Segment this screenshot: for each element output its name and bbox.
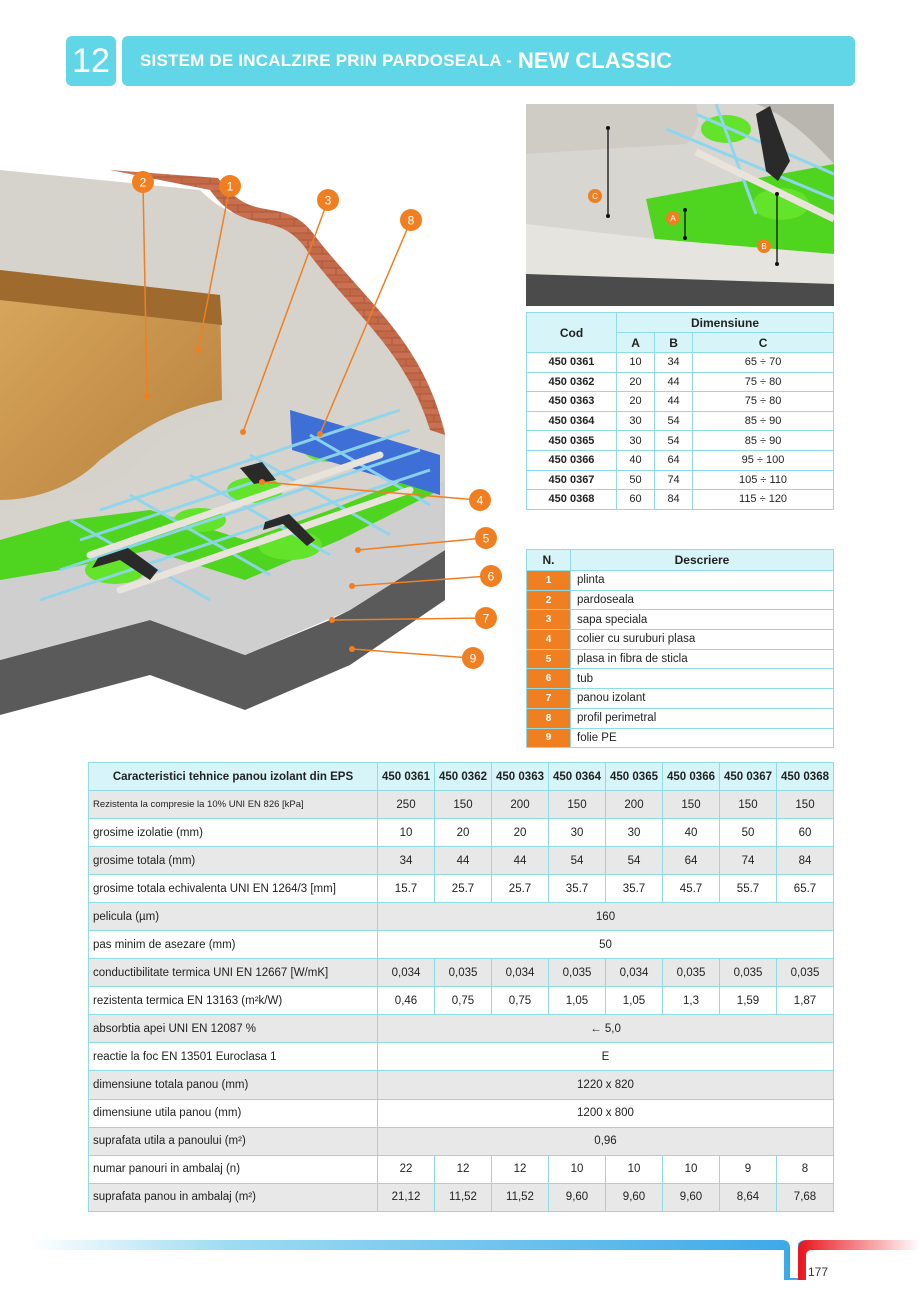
- table-row: 450 0365 30 54 85 ÷ 90: [527, 431, 834, 451]
- spec-row-absorbtia-apei: absorbtia apei UNI EN 12087 % ← 5,0: [89, 1015, 834, 1043]
- floor-heating-cutaway-illustration: [0, 100, 520, 730]
- spec-row-grosime-totala: grosime totala (mm) 34 44 44 54 54 64 74 84: [89, 847, 834, 875]
- col-header-n: N.: [527, 550, 571, 571]
- col-header-dimensiune: Dimensiune: [617, 313, 834, 333]
- spec-row-dimensiune-totala: dimensiune totala panou (mm) 1220 x 820: [89, 1071, 834, 1099]
- svg-text:5: 5: [482, 531, 490, 546]
- spec-row-rezistenta-termica: rezistenta termica EN 13163 (m²k/W) 0,46 0,75 0,75 1,05 1,05 1,3 1,59 1,87: [89, 987, 834, 1015]
- table-row: 450 0366 40 64 95 ÷ 100: [527, 450, 834, 470]
- svg-text:9: 9: [469, 651, 477, 666]
- col-header-c: C: [693, 333, 834, 353]
- callout-9: [462, 647, 484, 669]
- svg-text:B: B: [761, 242, 767, 251]
- legend-row: 4 colier cu suruburi plasa: [527, 630, 834, 650]
- svg-text:3: 3: [324, 193, 332, 208]
- legend-row: 3 sapa speciala: [527, 610, 834, 630]
- spec-row-dimensiune-utila: dimensiune utila panou (mm) 1200 x 800: [89, 1099, 834, 1127]
- detail-label-b: [757, 239, 771, 253]
- svg-text:2: 2: [139, 175, 147, 190]
- callout-4: [469, 489, 491, 511]
- dimension-table: [526, 312, 834, 510]
- legend-row: 9 folie PE: [527, 728, 834, 748]
- spec-row-compresie: Rezistenta la compresie la 10% UNI EN 826 [kPa] 250 150 200 150 200 150 150 150: [89, 791, 834, 819]
- col-header-code: 450 0363: [492, 763, 549, 791]
- table-row: 450 0362 20 44 75 ÷ 80: [527, 372, 834, 392]
- spec-table-title: Caracteristici tehnice panou izolant din EPS: [89, 763, 378, 791]
- svg-text:7: 7: [482, 611, 490, 626]
- spec-row-suprafata-utila: suprafata utila a panoului (m²) 0,96: [89, 1127, 834, 1155]
- spec-row-grosime-echivalenta: grosime totala echivalenta UNI EN 1264/3 [mm] 15.7 25.7 25.7 35.7 35.7 45.7 55.7 65.7: [89, 875, 834, 903]
- detail-label-a: [666, 211, 680, 225]
- spec-row-numar-panouri: numar panouri in ambalaj (n) 22 12 12 10 10 10 9 8: [89, 1155, 834, 1183]
- col-header-cod: Cod: [527, 313, 617, 353]
- page-title-highlight: NEW CLASSIC: [517, 48, 672, 73]
- callout-2: [132, 171, 154, 193]
- col-header-code: 450 0367: [720, 763, 777, 791]
- table-row: 450 0363 20 44 75 ÷ 80: [527, 392, 834, 412]
- spec-row-pas-minim: pas minim de asezare (mm) 50: [89, 931, 834, 959]
- page-number: 177: [808, 1265, 829, 1279]
- svg-text:C: C: [592, 192, 598, 201]
- col-header-code: 450 0361: [378, 763, 435, 791]
- legend-row: 8 profil perimetral: [527, 708, 834, 728]
- col-header-a: A: [617, 333, 655, 353]
- legend-row: 1 plinta: [527, 571, 834, 591]
- spec-row-pelicula: pelicula (µm) 160: [89, 903, 834, 931]
- col-header-code: 450 0362: [435, 763, 492, 791]
- spec-row-suprafata-ambalaj: suprafata panou in ambalaj (m²) 21,12 11,52 11,52 9,60 9,60 9,60 8,64 7,68: [89, 1183, 834, 1211]
- table-row: 450 0368 60 84 115 ÷ 120: [527, 490, 834, 510]
- table-row: 450 0361 10 34 65 ÷ 70: [527, 353, 834, 373]
- callout-5: [475, 527, 497, 549]
- panel-dimension-detail-illustration: [526, 104, 834, 306]
- col-header-code: 450 0364: [549, 763, 606, 791]
- col-header-descriere: Descriere: [571, 550, 834, 571]
- callout-1: [219, 175, 241, 197]
- legend-row: 5 plasa in fibra de sticla: [527, 649, 834, 669]
- legend-row: 7 panou izolant: [527, 689, 834, 709]
- spec-row-reactie-foc: reactie la foc EN 13501 Euroclasa 1 E: [89, 1043, 834, 1071]
- svg-text:4: 4: [476, 493, 484, 508]
- component-legend-table: [526, 549, 834, 748]
- col-header-code: 450 0365: [606, 763, 663, 791]
- legend-row: 6 tub: [527, 669, 834, 689]
- technical-specs-table: [88, 762, 834, 1212]
- svg-text:1: 1: [226, 179, 234, 194]
- callout-8: [400, 209, 422, 231]
- svg-text:6: 6: [487, 569, 495, 584]
- spec-row-grosime-izolatie: grosime izolatie (mm) 10 20 20 30 30 40 50 60: [89, 819, 834, 847]
- legend-row: 2 pardoseala: [527, 590, 834, 610]
- spec-row-conductibilitate: conductibilitate termica UNI EN 12667 [W/mK] 0,034 0,035 0,034 0,035 0,034 0,035 0,035 0,035: [89, 959, 834, 987]
- table-row: 450 0367 50 74 105 ÷ 110: [527, 470, 834, 490]
- page-title-bar: [122, 36, 855, 86]
- callout-3: [317, 189, 339, 211]
- callout-6: [480, 565, 502, 587]
- col-header-code: 450 0366: [663, 763, 720, 791]
- detail-label-c: [588, 189, 602, 203]
- svg-text:A: A: [670, 214, 676, 223]
- footer-decoration: [0, 1232, 920, 1292]
- col-header-code: 450 0368: [777, 763, 834, 791]
- chapter-number: 12: [66, 36, 116, 86]
- col-header-b: B: [655, 333, 693, 353]
- callout-7: [475, 607, 497, 629]
- page-title: SISTEM DE INCALZIRE PRIN PARDOSEALA -: [140, 51, 512, 70]
- svg-text:8: 8: [407, 213, 415, 228]
- table-row: 450 0364 30 54 85 ÷ 90: [527, 411, 834, 431]
